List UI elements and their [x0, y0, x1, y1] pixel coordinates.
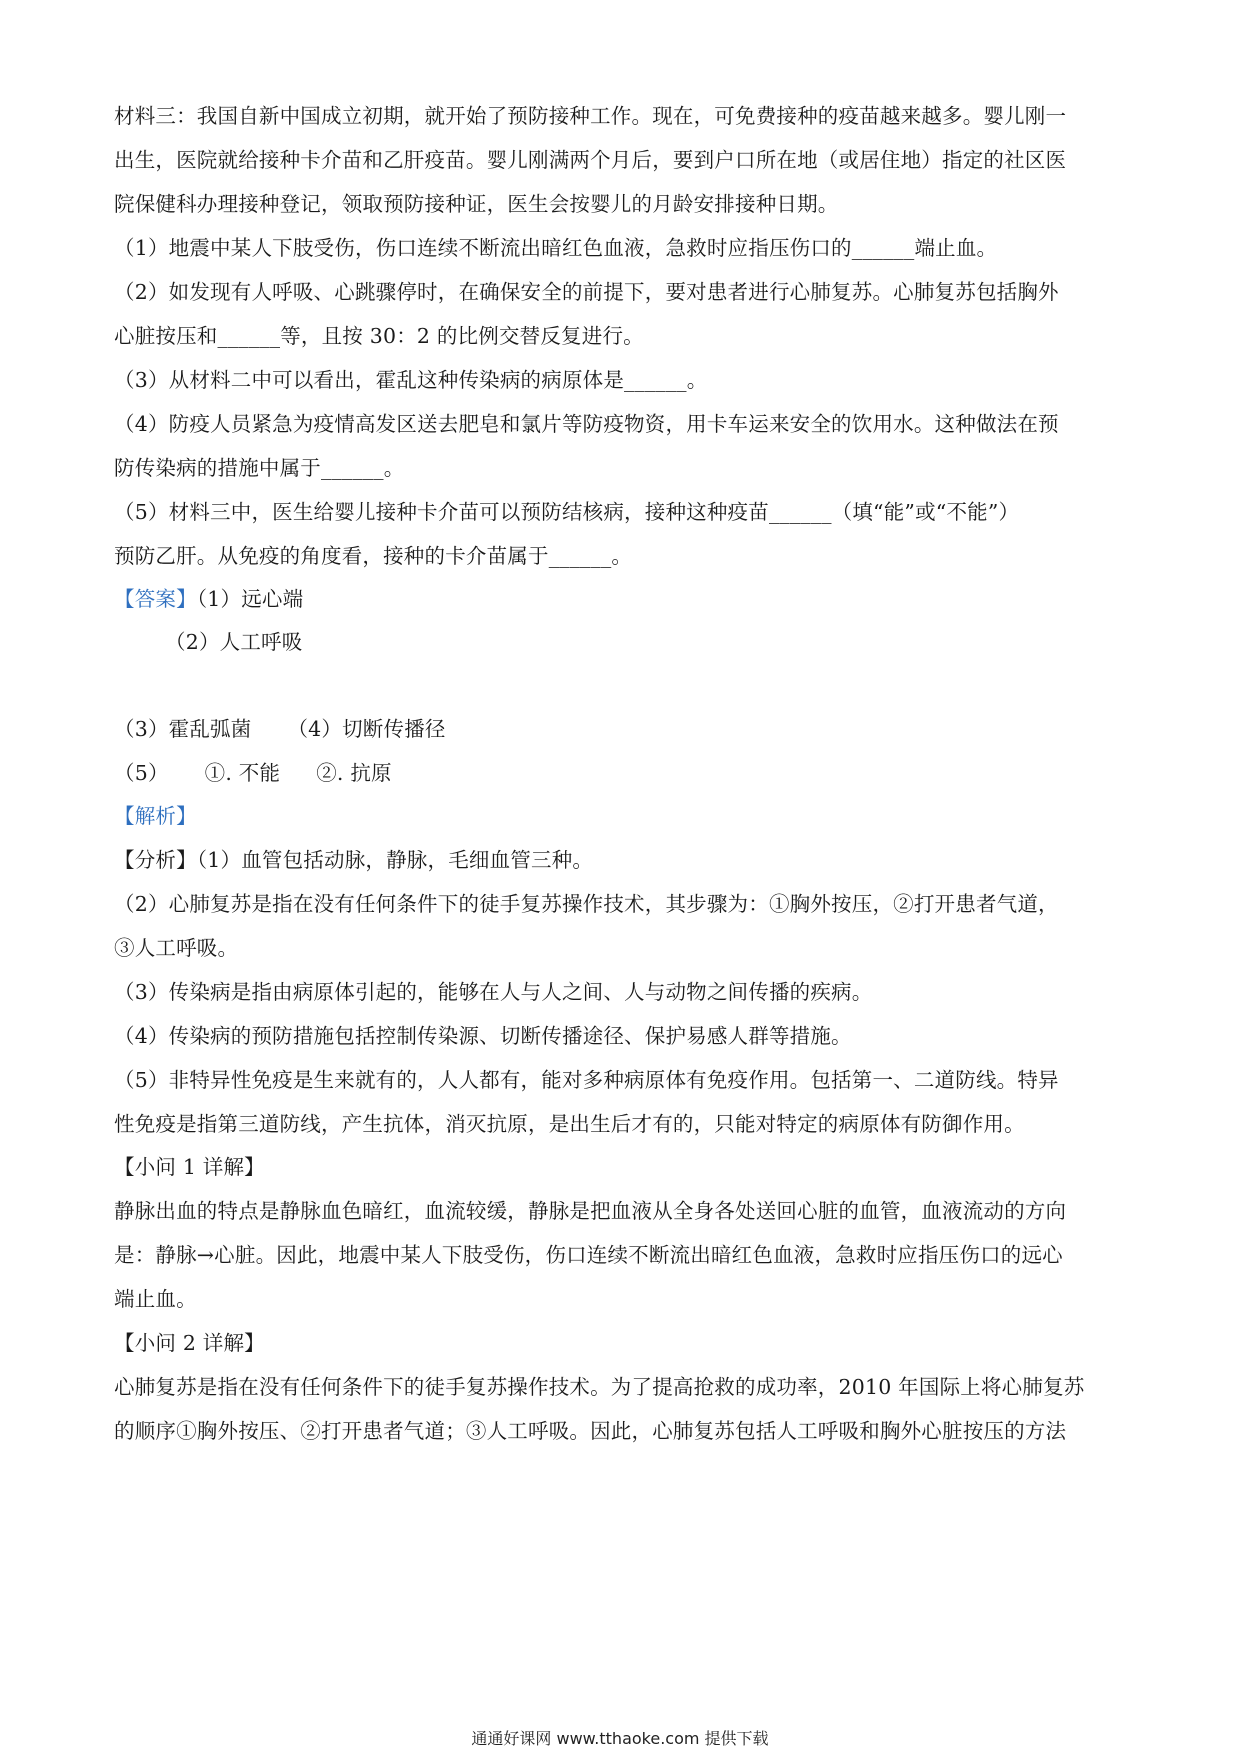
- detail-2-heading: 【小问 2 详解】: [114, 1331, 265, 1355]
- question-2-line-1: （2）如发现有人呼吸、心跳骤停时，在确保安全的前提下，要对患者进行心肺复苏。心肺复苏包括胸外: [114, 280, 1059, 304]
- detail-1-line-2: 是：静脉→心脏。因此，地震中某人下肢受伤，伤口连续不断流出暗红色血液，急救时应指压伤口的远心: [114, 1243, 1063, 1267]
- question-5-line-2: 预防乙肝。从免疫的角度看，接种的卡介苗属于______。: [114, 544, 633, 568]
- detail-1-heading: 【小问 1 详解】: [114, 1155, 265, 1179]
- analysis-point-3: （3）传染病是指由病原体引起的，能够在人与人之间、人与动物之间传播的疾病。: [114, 980, 873, 1004]
- fenxi-label: 【分析】: [114, 848, 197, 872]
- analysis-point-5-line-1: （5）非特异性免疫是生来就有的，人人都有，能对多种病原体有免疫作用。包括第一、二道防线。特异: [114, 1068, 1059, 1092]
- answer-4: （4）切断传播径: [287, 717, 446, 741]
- question-2-line-2: 心脏按压和______等，且按 30：2 的比例交替反复进行。: [114, 324, 644, 348]
- analysis-point-5-line-2: 性免疫是指第三道防线，产生抗体，消灭抗原，是出生后才有的，只能对特定的病原体有防御作用。: [114, 1112, 1025, 1136]
- answer-5-prefix: （5）: [114, 761, 169, 785]
- material-three-line-2: 出生，医院就给接种卡介苗和乙肝疫苗。婴儿刚满两个月后，要到户口所在地（或居住地）指定的社区医: [114, 148, 1067, 172]
- analysis-point-2-line-2: ③人工呼吸。: [114, 936, 239, 960]
- analysis-line-1: [114, 846, 1134, 874]
- answer-5-part-1: ①. 不能: [204, 761, 281, 785]
- analysis-point-4: （4）传染病的预防措施包括控制传染源、切断传播途径、保护易感人群等措施。: [114, 1024, 852, 1048]
- answer-2: （2）人工呼吸: [165, 630, 303, 654]
- analysis-point-2-line-1: （2）心肺复苏是指在没有任何条件下的徒手复苏操作技术，其步骤为：①胸外按压，②打开患者气道，: [114, 892, 1059, 916]
- detail-2-line-2: 的顺序①胸外按压、②打开患者气道；③人工呼吸。因此，心肺复苏包括人工呼吸和胸外心脏按压的方法: [114, 1419, 1067, 1443]
- question-1: （1）地震中某人下肢受伤，伤口连续不断流出暗红色血液，急救时应指压伤口的______端止血。: [114, 236, 998, 260]
- answer-block-line-1: [114, 585, 1134, 613]
- material-three-line-1: 材料三：我国自新中国成立初期，就开始了预防接种工作。现在，可免费接种的疫苗越来越多。婴儿刚一: [114, 104, 1067, 128]
- detail-1-line-1: 静脉出血的特点是静脉血色暗红，血流较缓，静脉是把血液从全身各处送回心脏的血管，血液流动的方向: [114, 1199, 1067, 1223]
- analysis-label: 【解析】: [114, 804, 197, 828]
- analysis-point-1: （1）血管包括动脉，静脉，毛细血管三种。: [196, 848, 594, 872]
- material-three-line-3: 院保健科办理接种登记，领取预防接种证，医生会按婴儿的月龄安排接种日期。: [114, 192, 839, 216]
- detail-2-line-1: 心肺复苏是指在没有任何条件下的徒手复苏操作技术。为了提高抢救的成功率，2010 年国际上将心肺复苏: [114, 1375, 1085, 1399]
- question-5-line-1: （5）材料三中，医生给婴儿接种卡介苗可以预防结核病，接种这种疫苗______（填“能”或“不能”）: [114, 500, 1020, 524]
- answer-3: （3）霍乱弧菌: [114, 717, 252, 741]
- answer-block-line-3: [114, 715, 1134, 743]
- question-3: （3）从材料二中可以看出，霍乱这种传染病的病原体是______。: [114, 368, 708, 392]
- answer-block-line-4: [114, 759, 1134, 787]
- answer-5-part-2: ②. 抗原: [316, 761, 392, 785]
- answer-1: （1）远心端: [196, 587, 304, 611]
- question-4-line-1: （4）防疫人员紧急为疫情高发区送去肥皂和氯片等防疫物资，用卡车运来安全的饮用水。这种做法在预: [114, 412, 1059, 436]
- answer-label: 【答案】: [114, 587, 197, 611]
- question-4-line-2: 防传染病的措施中属于______。: [114, 456, 405, 480]
- detail-1-line-3: 端止血。: [114, 1287, 197, 1311]
- page-footer: 通通好课网 www.tthaoke.com 提供下载: [471, 1729, 769, 1748]
